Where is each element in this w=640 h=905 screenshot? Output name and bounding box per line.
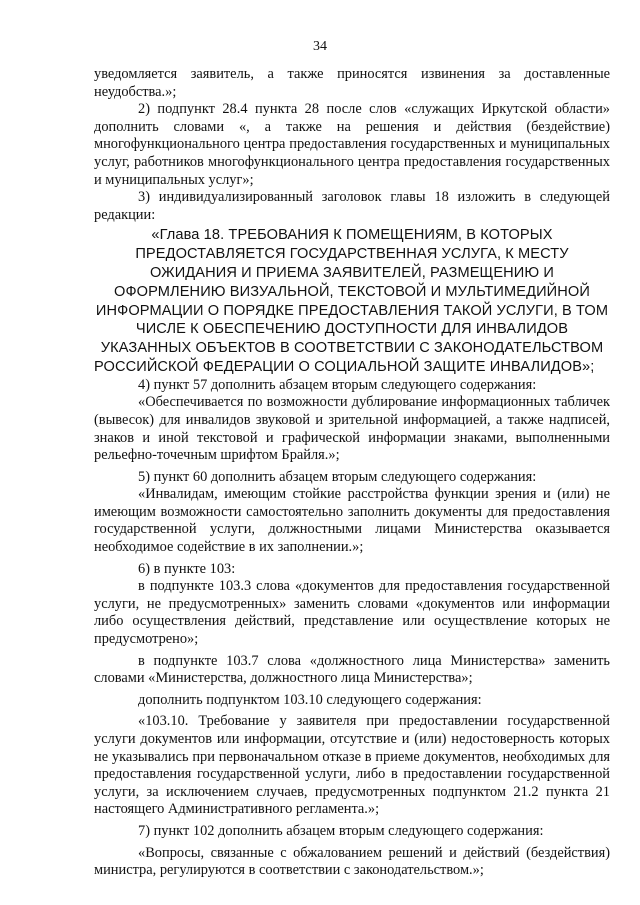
paragraph-subitem-103-3: в подпункте 103.3 слова «документов для предоставления государственной услуги, не предусмотренных» заменить словами «документов или информации либо осуществления действий, представление или осуществление которых не предусмотрено»; (94, 578, 610, 648)
chapter-18-heading: «Глава 18. ТРЕБОВАНИЯ К ПОМЕЩЕНИЯМ, В КОТОРЫХ ПРЕДОСТАВЛЯЕТСЯ ГОСУДАРСТВЕННАЯ УСЛУГА, К МЕСТУ ОЖИДАНИЯ И ПРИЕМА ЗАЯВИТЕЛЕЙ, РАЗМЕЩЕНИЮ И ОФОРМЛЕНИЮ ВИЗУАЛЬНОЙ, ТЕКСТОВОЙ И МУЛЬТИМЕДИЙНОЙ ИНФОРМАЦИИ О ПОРЯДКЕ ПРЕДОСТАВЛЕНИЯ ТАКОЙ УСЛУГИ, В ТОМ ЧИСЛЕ К ОБЕСПЕЧЕНИЮ ДОСТУПНОСТИ ДЛЯ ИНВАЛИДОВ УКАЗАННЫХ ОБЪЕКТОВ В СООТВЕТСТВИИ С ЗАКОНОДАТЕЛЬСТВОМ РОССИЙСКОЙ ФЕДЕРАЦИИ О СОЦИАЛЬНОЙ ЗАЩИТЕ ИНВАЛИДОВ»; (94, 227, 609, 375)
document-body (94, 66, 610, 880)
paragraph-item-4: 4) пункт 57 дополнить абзацем вторым следующего содержания: (138, 376, 537, 393)
paragraph-item-6: 6) в пункте 103: (138, 560, 236, 577)
paragraph-quote-57: «Обеспечивается по возможности дублирование информационных табличек (вывесок) для инвалидов звуковой и зрительной информацией, а также надписей, знаков и иной текстовой и графической информации знаками, выполненными рельефно-точечным шрифтом Брайля.»; (94, 394, 610, 464)
paragraph-subitem-103-7: в подпункте 103.7 слова «должностного лица Министерства» заменить словами «Министерства, должностного лица Министерства»; (94, 652, 610, 687)
paragraph-quote-103-10: «103.10. Требование у заявителя при предоставлении государственной услуги документов или информации, отсутствие и (или) недостоверность которых не указывались при первоначальном отказе в приеме документов, необходимых для предоставления государственной услуги, либо в предоставлении государственной услуги, за исключением случаев, предусмотренных подпунктом 21.2 пункта 21 настоящего Административного регламента.»; (94, 713, 610, 818)
page-number: 34 (313, 39, 327, 54)
paragraph-continuation: уведомляется заявитель, а также приносятся извинения за доставленные неудобства.»; (94, 66, 610, 100)
paragraph-item-3: 3) индивидуализированный заголовок главы 18 изложить в следующей редакции: (94, 189, 610, 223)
paragraph-add-103-10: дополнить подпунктом 103.10 следующего содержания: (138, 691, 482, 708)
paragraph-item-7: 7) пункт 102 дополнить абзацем вторым следующего содержания: (138, 822, 544, 839)
paragraph-quote-60: «Инвалидам, имеющим стойкие расстройства функции зрения и (или) не имеющим возможности самостоятельно заполнить документы для предоставления государственной услуги, должностными лицами Министерства оказывается необходимое содействие в их заполнении.»; (94, 486, 610, 556)
paragraph-item-2: 2) подпункт 28.4 пункта 28 после слов «служащих Иркутской области» дополнить словами «, а также на решения и действия (бездействие) многофункционального центра предоставления государственных и муниципальных услуг, работников многофункционального центра предоставления государственных и муниципальных услуг»; (94, 101, 610, 188)
paragraph-quote-102: «Вопросы, связанные с обжалованием решений и действий (бездействия) министра, регулируются в соответствии с законодательством.»; (94, 844, 610, 879)
paragraph-item-5: 5) пункт 60 дополнить абзацем вторым следующего содержания: (138, 468, 537, 485)
